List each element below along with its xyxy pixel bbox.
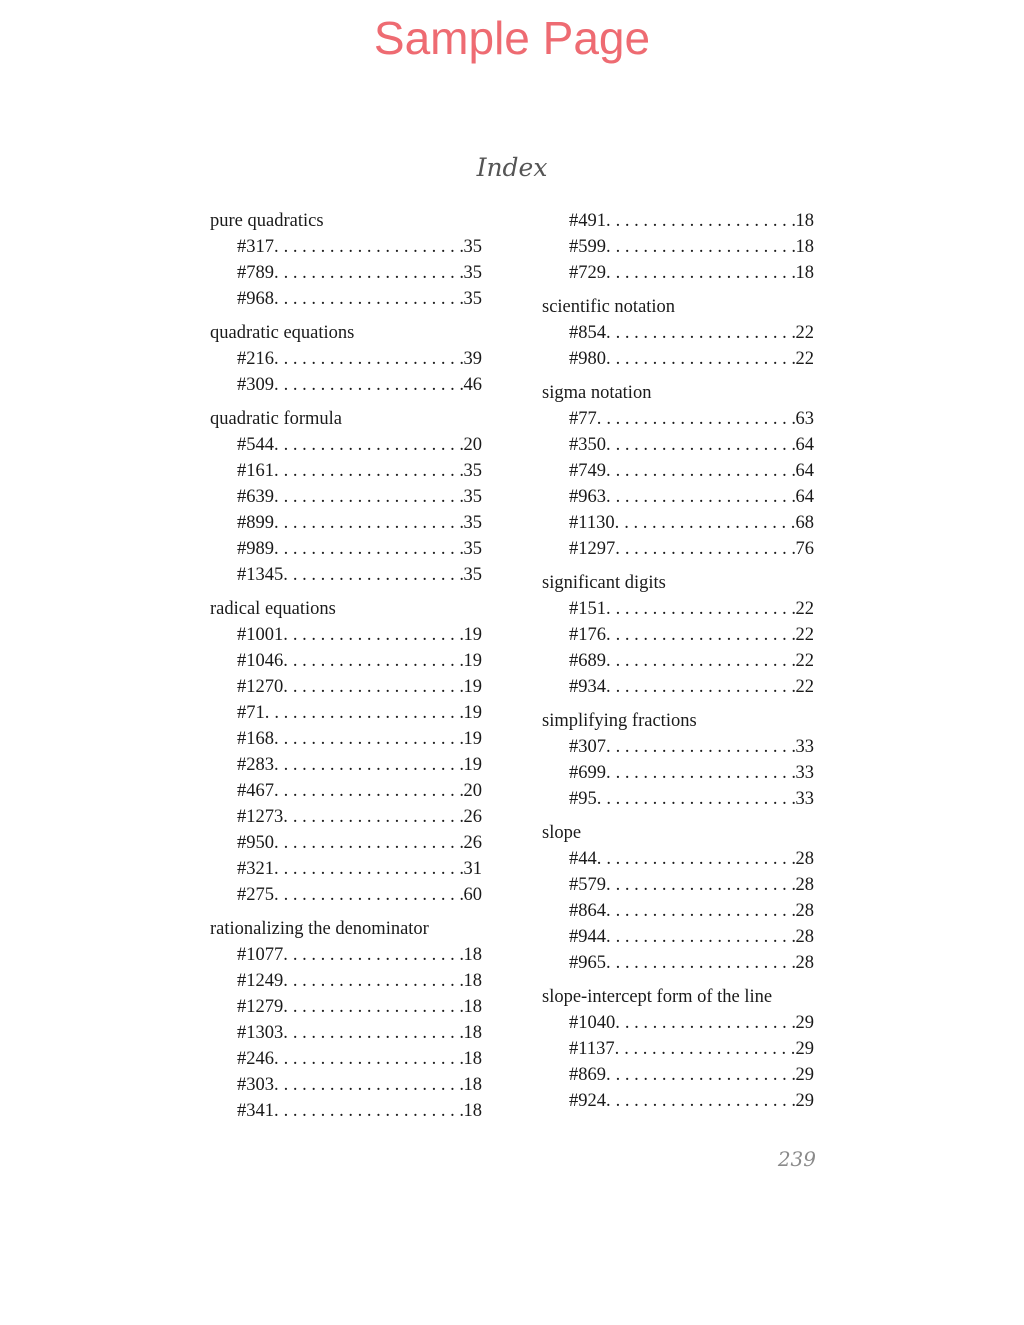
page-ref: 22 — [795, 599, 814, 619]
dot-leader — [288, 562, 464, 588]
index-group — [210, 208, 482, 312]
dot-leader — [611, 898, 796, 924]
index-entry — [542, 924, 814, 950]
problem-number: #275. — [237, 885, 279, 905]
problem-number: #944. — [569, 927, 611, 947]
page-ref: 64 — [795, 487, 814, 507]
dot-leader — [279, 778, 464, 804]
dot-leader — [611, 596, 796, 622]
page-ref: 18 — [795, 263, 814, 283]
index-entry — [542, 786, 814, 812]
page-ref: 29 — [795, 1065, 814, 1085]
page-ref: 18 — [463, 1049, 482, 1069]
problem-number: #1303. — [237, 1023, 288, 1043]
index-entry — [542, 872, 814, 898]
index-entry — [542, 898, 814, 924]
problem-number: #924. — [569, 1091, 611, 1111]
page-ref: 28 — [795, 901, 814, 921]
dot-leader — [611, 674, 796, 700]
page-ref: 29 — [795, 1091, 814, 1111]
dot-leader — [611, 234, 796, 260]
problem-number: #789. — [237, 263, 279, 283]
sample-page-watermark: Sample Page — [373, 12, 651, 64]
dot-leader — [288, 1020, 464, 1046]
problem-number: #151. — [569, 599, 611, 619]
index-heading: slope-intercept form of the line — [542, 987, 773, 1007]
page-ref: 39 — [463, 349, 482, 369]
index-entry — [210, 234, 482, 260]
index-entry — [542, 260, 814, 286]
problem-number: #467. — [237, 781, 279, 801]
problem-number: #321. — [237, 859, 279, 879]
page-ref: 64 — [795, 461, 814, 481]
dot-leader — [279, 484, 464, 510]
index-entry — [210, 942, 482, 968]
dot-leader — [288, 968, 464, 994]
problem-number: #1279. — [237, 997, 288, 1017]
dot-leader — [611, 950, 796, 976]
page-ref: 22 — [795, 323, 814, 343]
problem-number: #899. — [237, 513, 279, 533]
problem-number: #689. — [569, 651, 611, 671]
dot-leader — [279, 1046, 464, 1072]
index-heading: significant digits — [542, 573, 666, 593]
problem-number: #350. — [569, 435, 611, 455]
page-ref: 26 — [463, 833, 482, 853]
index-group — [210, 596, 482, 908]
page-ref: 19 — [463, 755, 482, 775]
problem-number: #1270. — [237, 677, 288, 697]
index-group — [542, 294, 814, 372]
problem-number: #309. — [237, 375, 279, 395]
index-entry — [542, 622, 814, 648]
index-entry — [210, 286, 482, 312]
page-ref: 64 — [795, 435, 814, 455]
index-group — [542, 984, 814, 1114]
dot-leader — [279, 856, 464, 882]
index-group — [542, 708, 814, 812]
problem-number: #749. — [569, 461, 611, 481]
page-ref: 35 — [463, 237, 482, 257]
dot-leader — [288, 674, 464, 700]
index-entry — [542, 950, 814, 976]
problem-number: #1345. — [237, 565, 288, 585]
problem-number: #864. — [569, 901, 611, 921]
problem-number: #729. — [569, 263, 611, 283]
page-ref: 26 — [463, 807, 482, 827]
index-entry — [542, 536, 814, 562]
dot-leader — [601, 406, 795, 432]
page-ref: 18 — [463, 945, 482, 965]
index-entry — [210, 830, 482, 856]
page-title: Index — [476, 153, 548, 182]
page-ref: 22 — [795, 625, 814, 645]
page-ref: 19 — [463, 677, 482, 697]
index-entry — [542, 432, 814, 458]
problem-number: #699. — [569, 763, 611, 783]
index-entry — [542, 510, 814, 536]
dot-leader — [279, 432, 464, 458]
dot-leader — [288, 942, 464, 968]
page-ref: 18 — [463, 971, 482, 991]
index-entry — [210, 1020, 482, 1046]
index-entry — [210, 510, 482, 536]
index-entry — [210, 752, 482, 778]
dot-leader — [279, 536, 464, 562]
dot-leader — [619, 1036, 795, 1062]
index-heading: quadratic formula — [210, 409, 343, 429]
index-entry — [542, 458, 814, 484]
index-heading: scientific notation — [542, 297, 676, 317]
problem-number: #491. — [569, 211, 611, 231]
page-ref: 33 — [795, 763, 814, 783]
index-group — [210, 916, 482, 1124]
index-entry — [542, 234, 814, 260]
index-entry — [542, 1088, 814, 1114]
index-heading: slope — [542, 823, 582, 843]
page-ref: 28 — [795, 953, 814, 973]
problem-number: #934. — [569, 677, 611, 697]
dot-leader — [611, 622, 796, 648]
index-entry — [210, 622, 482, 648]
page-ref: 22 — [795, 677, 814, 697]
page-ref: 33 — [795, 737, 814, 757]
page-ref: 29 — [795, 1039, 814, 1059]
index-entry — [210, 1098, 482, 1124]
page-number: 239 — [777, 1147, 816, 1171]
problem-number: #303. — [237, 1075, 279, 1095]
dot-leader — [279, 346, 464, 372]
dot-leader — [269, 700, 463, 726]
index-entry — [210, 778, 482, 804]
index-entry — [210, 346, 482, 372]
index-entry — [542, 1010, 814, 1036]
index-group — [542, 820, 814, 976]
problem-number: #283. — [237, 755, 279, 775]
problem-number: #1137. — [569, 1039, 620, 1059]
problem-number: #854. — [569, 323, 611, 343]
page-ref: 35 — [463, 487, 482, 507]
dot-leader — [611, 260, 796, 286]
problem-number: #307. — [569, 737, 611, 757]
dot-leader — [288, 648, 464, 674]
index-entry — [210, 372, 482, 398]
page-ref: 33 — [795, 789, 814, 809]
dot-leader — [611, 760, 796, 786]
index-group — [210, 320, 482, 398]
dot-leader — [611, 924, 796, 950]
page-ref: 18 — [795, 211, 814, 231]
dot-leader — [279, 372, 464, 398]
index-entry — [210, 994, 482, 1020]
dot-leader — [279, 458, 464, 484]
page-ref: 18 — [795, 237, 814, 257]
index-entry — [210, 1046, 482, 1072]
page-ref: 22 — [795, 349, 814, 369]
page-ref: 22 — [795, 651, 814, 671]
dot-leader — [611, 320, 796, 346]
index-entry — [210, 260, 482, 286]
index-entry — [542, 734, 814, 760]
page-ref: 29 — [795, 1013, 814, 1033]
page-ref: 31 — [463, 859, 482, 879]
problem-number: #963. — [569, 487, 611, 507]
dot-leader — [620, 536, 796, 562]
problem-number: #639. — [237, 487, 279, 507]
problem-number: #71. — [237, 703, 270, 723]
dot-leader — [601, 786, 795, 812]
index-group — [210, 406, 482, 588]
page-ref: 35 — [463, 289, 482, 309]
dot-leader — [620, 1010, 796, 1036]
dot-leader — [611, 648, 796, 674]
problem-number: #216. — [237, 349, 279, 369]
index-entry — [210, 700, 482, 726]
dot-leader — [611, 208, 796, 234]
dot-leader — [611, 484, 796, 510]
index-entry — [542, 1062, 814, 1088]
problem-number: #161. — [237, 461, 279, 481]
index-entry — [210, 856, 482, 882]
index-entry — [542, 406, 814, 432]
page-ref: 20 — [463, 435, 482, 455]
page-ref: 46 — [463, 375, 482, 395]
dot-leader — [279, 260, 464, 286]
dot-leader — [611, 1062, 796, 1088]
problem-number: #95. — [569, 789, 602, 809]
dot-leader — [611, 734, 796, 760]
index-entry — [542, 846, 814, 872]
problem-number: #1297. — [569, 539, 620, 559]
dot-leader — [279, 752, 464, 778]
dot-leader — [279, 1098, 464, 1124]
index-entry — [542, 320, 814, 346]
problem-number: #77. — [569, 409, 602, 429]
dot-leader — [279, 830, 464, 856]
dot-leader — [279, 286, 464, 312]
index-heading: radical equations — [210, 599, 336, 619]
page-ref: 19 — [463, 651, 482, 671]
index-entry — [210, 458, 482, 484]
problem-number: #176. — [569, 625, 611, 645]
index-entry — [210, 562, 482, 588]
dot-leader — [279, 1072, 464, 1098]
index-entry — [542, 484, 814, 510]
page-ref: 19 — [463, 703, 482, 723]
index-entry — [210, 726, 482, 752]
index-group — [542, 208, 814, 286]
dot-leader — [619, 510, 795, 536]
index-entry — [210, 432, 482, 458]
problem-number: #965. — [569, 953, 611, 973]
index-entry — [542, 674, 814, 700]
problem-number: #968. — [237, 289, 279, 309]
page-ref: 20 — [463, 781, 482, 801]
dot-leader — [288, 622, 464, 648]
dot-leader — [279, 234, 464, 260]
page-ref: 28 — [795, 849, 814, 869]
index-entry — [542, 1036, 814, 1062]
index-entry — [542, 596, 814, 622]
index-entry — [210, 968, 482, 994]
dot-leader — [611, 458, 796, 484]
problem-number: #980. — [569, 349, 611, 369]
index-entry — [210, 804, 482, 830]
problem-number: #1077. — [237, 945, 288, 965]
problem-number: #1130. — [569, 513, 620, 533]
problem-number: #1040. — [569, 1013, 620, 1033]
dot-leader — [611, 872, 796, 898]
page-ref: 60 — [463, 885, 482, 905]
index-entry — [542, 648, 814, 674]
page-ref: 68 — [795, 513, 814, 533]
index-entry — [542, 346, 814, 372]
index-entry — [210, 674, 482, 700]
problem-number: #317. — [237, 237, 279, 257]
index-group — [542, 380, 814, 562]
page-ref: 76 — [795, 539, 814, 559]
problem-number: #599. — [569, 237, 611, 257]
problem-number: #341. — [237, 1101, 279, 1121]
page-ref: 28 — [795, 927, 814, 947]
index-heading: simplifying fractions — [542, 711, 697, 731]
dot-leader — [611, 432, 796, 458]
problem-number: #989. — [237, 539, 279, 559]
page-ref: 18 — [463, 1101, 482, 1121]
page-ref: 35 — [463, 539, 482, 559]
index-entry — [210, 536, 482, 562]
problem-number: #869. — [569, 1065, 611, 1085]
dot-leader — [288, 804, 464, 830]
dot-leader — [279, 882, 464, 908]
index-heading: quadratic equations — [210, 323, 355, 343]
dot-leader — [288, 994, 464, 1020]
index-right-column — [542, 208, 814, 1122]
problem-number: #1273. — [237, 807, 288, 827]
index-heading: pure quadratics — [210, 211, 324, 231]
index-entry — [542, 760, 814, 786]
page-ref: 19 — [463, 625, 482, 645]
dot-leader — [611, 1088, 796, 1114]
index-entry — [210, 1072, 482, 1098]
page-ref: 35 — [463, 565, 482, 585]
problem-number: #579. — [569, 875, 611, 895]
index-group — [542, 570, 814, 700]
page-ref: 18 — [463, 1023, 482, 1043]
page-ref: 18 — [463, 1075, 482, 1095]
problem-number: #168. — [237, 729, 279, 749]
page-ref: 28 — [795, 875, 814, 895]
index-heading: sigma notation — [542, 383, 652, 403]
problem-number: #44. — [569, 849, 602, 869]
index-left-column — [210, 208, 482, 1132]
problem-number: #1046. — [237, 651, 288, 671]
page-ref: 19 — [463, 729, 482, 749]
dot-leader — [279, 510, 464, 536]
dot-leader — [601, 846, 795, 872]
page-ref: 63 — [795, 409, 814, 429]
index-entry — [210, 648, 482, 674]
index-entry — [542, 208, 814, 234]
dot-leader — [611, 346, 796, 372]
dot-leader — [279, 726, 464, 752]
page-ref: 35 — [463, 263, 482, 283]
index-heading: rationalizing the denominator — [210, 919, 429, 939]
page-ref: 35 — [463, 513, 482, 533]
problem-number: #1249. — [237, 971, 288, 991]
problem-number: #544. — [237, 435, 279, 455]
page-ref: 18 — [463, 997, 482, 1017]
problem-number: #246. — [237, 1049, 279, 1069]
problem-number: #950. — [237, 833, 279, 853]
index-entry — [210, 882, 482, 908]
problem-number: #1001. — [237, 625, 288, 645]
page-ref: 35 — [463, 461, 482, 481]
index-entry — [210, 484, 482, 510]
